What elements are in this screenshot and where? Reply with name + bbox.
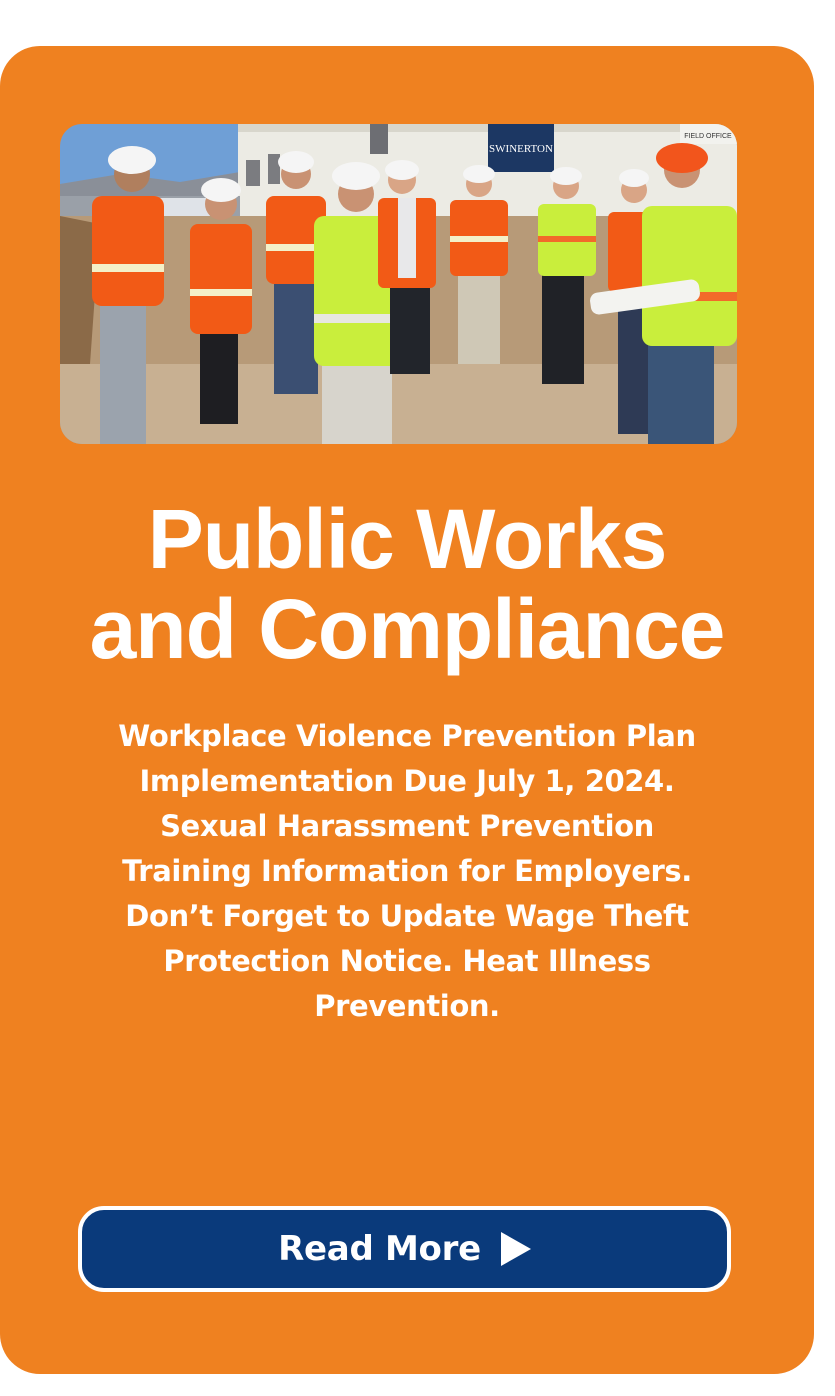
card-title-line-1: Public Works bbox=[147, 492, 667, 586]
field-office-sign-text: FIELD OFFICE bbox=[684, 133, 732, 140]
play-triangle-icon bbox=[501, 1232, 531, 1266]
swinerton-sign-text: SWINERTON bbox=[489, 143, 553, 155]
article-card bbox=[0, 46, 814, 1374]
card-description: Workplace Violence Prevention Plan Implementation Due July 1, 2024. Sexual Harassment Prevention Training Information for Employers. Don’t Forget to Update Wage Theft Protection Notice. Heat Illness Prevention. bbox=[118, 719, 696, 1023]
card-title bbox=[0, 494, 814, 674]
construction-site-photo bbox=[60, 124, 737, 444]
read-more-label: Read More bbox=[278, 1229, 481, 1269]
read-more-button[interactable] bbox=[78, 1206, 731, 1292]
card-title-line-2: and Compliance bbox=[89, 582, 725, 676]
